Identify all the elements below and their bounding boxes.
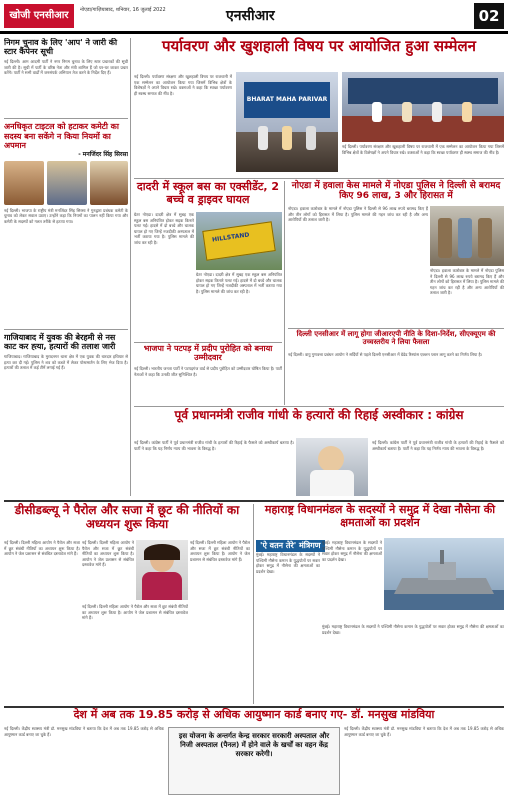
stage-banner: BHARAT MAHA PARIVAR: [244, 82, 330, 118]
lead-photo-dais: [342, 72, 504, 142]
maharashtra-navy-headline: महाराष्ट्र विधानमंडल के सदस्यों ने समुद्र में देखा नौसेना की क्षमताओं का प्रदर्शन: [264, 503, 496, 529]
sirsa-byline: - मनजिंदर सिंह सिरसा: [78, 150, 128, 158]
lead-body-col: [134, 74, 232, 176]
rajiv-body-col: [134, 440, 294, 496]
sirsa-photo: [4, 161, 44, 205]
bus-label: HILLSTAND: [211, 231, 250, 244]
ghaziabad-murder-body: गाजियाबाद। गाजियाबाद के मुरादनगर थाना क्षेत्र में एक युवक की धारदार हथियार से हत्या कर दी गई। पुलिस ने शव को कब्जे में लेकर पोस्टमार्टम के लिए भेज दिया है। हत्यारों की तलाश में कई टीमें लगाई गई हैं।: [4, 354, 128, 371]
bjp-candidate-headline: भाजपा ने पटपड़ में प्रदीप पुरोहित को बनाया उम्मीदवार: [143, 344, 273, 363]
noida-body: नोएडा। हवाला कारोबार के मामले में नोएडा पुलिस ने दिल्ली से 96 लाख रुपये बरामद किए हैं और तीन लोगों को हिरासत में लिया है। पुलिस मामले की गहन जांच कर रही है और अन्य आरोपियों की तलाश जारी है।: [288, 206, 428, 222]
leader-photo-2: [90, 161, 128, 205]
bjp-candidate-body: नई दिल्ली। भारतीय जनता पार्टी ने पटपड़गंज वार्ड से प्रदीप पुरोहित को उम्मीदवार घोषित किया है। पार्टी नेताओं ने कहा कि उनकी जीत सुनिश्चित है।: [134, 366, 282, 377]
navy-ship-photo: [384, 538, 504, 610]
noida-police-photo: [430, 206, 504, 266]
rajiv-body: नई दिल्ली। कांग्रेस पार्टी ने पूर्व प्रधानमंत्री राजीव गांधी के हत्यारों की रिहाई के फैसले को अस्वीकार्य बताया है। पार्टी ने कहा कि यह निर्णय न्याय की भावना के विरुद्ध है।: [134, 440, 294, 451]
leader-photo: [47, 161, 87, 205]
noida-body-col: [288, 206, 428, 326]
navy-ribbon: 'ऐ वतन तेरे' मंत्रिगण: [256, 540, 325, 552]
ayushman-headline: देश में अब तक 19.85 करोड़ से अधिक आयुष्मान कार्ड बनाए गए- डॉ. मनसुख मांडविया: [73, 708, 435, 721]
masthead: [0, 0, 508, 34]
ghaziabad-murder-headline: गाजियाबाद में युवक की बेरहमी से नस काट कर ह्त्या, हत्यारों की तलाश जारी: [4, 332, 116, 352]
ayushman-highlight-box: [168, 727, 340, 795]
dateline: नोएडा/गाज़ियाबाद, शनिवार, 16 जुलाई 2022: [80, 7, 166, 13]
sirsa-headline: अनधिकृत टाइटल को हटाकर कमेटी का सदस्य बना सकेंगे न किया नियमों का अपमान: [4, 122, 119, 150]
ayushman-body: नई दिल्ली। केंद्रीय स्वास्थ्य मंत्री डॉ. मनसुख मांडविया ने बताया कि देश में अब तक 19.85 करोड़ से अधिक आयुष्मान कार्ड बनाए जा चुके हैं।: [4, 726, 164, 737]
ayushman-body-col: [4, 726, 164, 798]
grap-headline: दिल्ली एनसीआर में लागू होगा जीआरएपी नीति के दिशा-निर्देश, सीएक्यूएम की उच्चस्तरीय ने लिया फैसला: [296, 330, 496, 347]
congress-leader-photo: [296, 438, 368, 496]
aap-campaigner-body: नई दिल्ली। आम आदमी पार्टी ने नगर निगम चुनाव के लिए स्टार प्रचारकों की सूची जारी की है। सूची में पार्टी के वरिष्ठ नेता और मंत्री शामिल हैं जो घर-घर जाकर प्रचार करेंगे। पार्टी ने सभी वार्डों में जनसंपर्क अभियान तेज करने के निर्देश दिए हैं।: [4, 59, 128, 76]
noida-hawala-headline: नोएडा में हवाला केस मामले में नोएडा पुलिस ने दिल्ली से बरामद किए 96 लाख, 3 और हिरासत में: [291, 181, 501, 202]
bjp-candidate-body-col: [134, 366, 282, 404]
section-title: एनसीआर: [226, 8, 275, 24]
maharashtra-body: मुंबई। महाराष्ट्र विधानमंडल के सदस्यों ने पश्चिमी नौसेना कमान के युद्धपोतों पर सवार होकर समुद्र में नौसेना की क्षमताओं का प्रदर्शन देखा।: [256, 552, 320, 574]
bus-accident-photo: [196, 212, 282, 270]
aap-campaigner-headline: निगम चुनाव के लिए 'आप' ने जारी की स्टार कैंपेनर सूची: [4, 38, 118, 57]
ayushman-highlight-text: इस योजना के अन्तर्गत केन्द्र सरकार सरकारी अस्पताल और निजी अस्पताल (पैनल) में होने वाले के खर्चों का वहन केंद्र सरकार करेगी।: [178, 732, 330, 759]
dcw-body-col: [4, 540, 80, 704]
school-bus-headline: दादरी में स्कूल बस का एक्सीडेंट, 2 बच्चे व ड्राइवर घायल: [136, 180, 280, 206]
dcw-chief-photo: [136, 540, 188, 600]
left-column: [4, 38, 128, 496]
page-number: 02: [474, 3, 504, 29]
school-bus-body-col: [134, 212, 194, 340]
lead-body-col-2: नई दिल्ली। पर्यावरण संरक्षण और खुशहाली विषय पर राजधानी में एक सम्मेलन का आयोजन किया गया जिसमें विभिन्न क्षेत्रों के विशेषज्ञों ने अपने विचार रखे। वक्ताओं ने कहा कि स्वच्छ पर्यावरण ही स्वस्थ समाज की नींव है।: [342, 144, 504, 155]
dcw-body: नई दिल्ली। दिल्ली महिला आयोग ने पैरोल और सजा में छूट संबंधी नीतियों का अध्ययन शुरू किया है। आयोग ने जेल प्रशासन से संबंधित दस्तावेज मांगे हैं।: [4, 540, 80, 556]
maharashtra-body-col: [256, 552, 320, 704]
newspaper-logo: खोजी एनसीआर: [4, 4, 74, 28]
grap-body: नई दिल्ली। वायु गुणवत्ता प्रबंधन आयोग ने सर्दियों से पहले दिल्ली एनसीआर में ग्रेडेड रिस्पांस एक्शन प्लान लागू करने का निर्णय लिया है।: [288, 352, 483, 357]
school-bus-body: ग्रेटर नोएडा। दादरी क्षेत्र में सुबह एक स्कूल बस अनियंत्रित होकर सड़क किनारे पलट गई। हादसे में दो बच्चे और चालक घायल हो गए जिन्हें नजदीकी अस्पताल में भर्ती कराया गया है। पुलिस मामले की जांच कर रही है।: [134, 212, 194, 245]
lead-headline: पर्यावरण और खुशहाली विषय पर आयोजित हुआ सम्मेलन: [162, 37, 476, 55]
dcw-headline: डीसीडब्ल्यू ने पैरोल और सजा में छूट की नीतियों का अध्ययन शुरू किया: [14, 503, 240, 531]
rajiv-gandhi-headline: पूर्व प्रधानमंत्री राजीव गांधी के हत्यारों की रिहाई अस्वीकार : कांग्रेस: [174, 408, 464, 422]
lead-body: नई दिल्ली। पर्यावरण संरक्षण और खुशहाली विषय पर राजधानी में एक सम्मेलन का आयोजन किया गया जिसमें विभिन्न क्षेत्रों के विशेषज्ञों ने अपने विचार रखे। वक्ताओं ने कहा कि स्वच्छ पर्यावरण ही स्वस्थ समाज की नींव है।: [134, 74, 232, 96]
grap-body-col: [288, 352, 504, 404]
sirsa-body: नई दिल्ली। भाजपा के राष्ट्रीय मंत्री मनजिंदर सिंह सिरसा ने गुरुद्वारा प्रबंधक कमेटी के चुनाव को लेकर सवाल उठाए। उन्होंने कहा कि नियमों का पालन नहीं किया गया और कमेटी के सदस्यों को गलत तरीके से हटाया गया।: [4, 207, 128, 224]
lead-photo-stage: [236, 72, 338, 172]
